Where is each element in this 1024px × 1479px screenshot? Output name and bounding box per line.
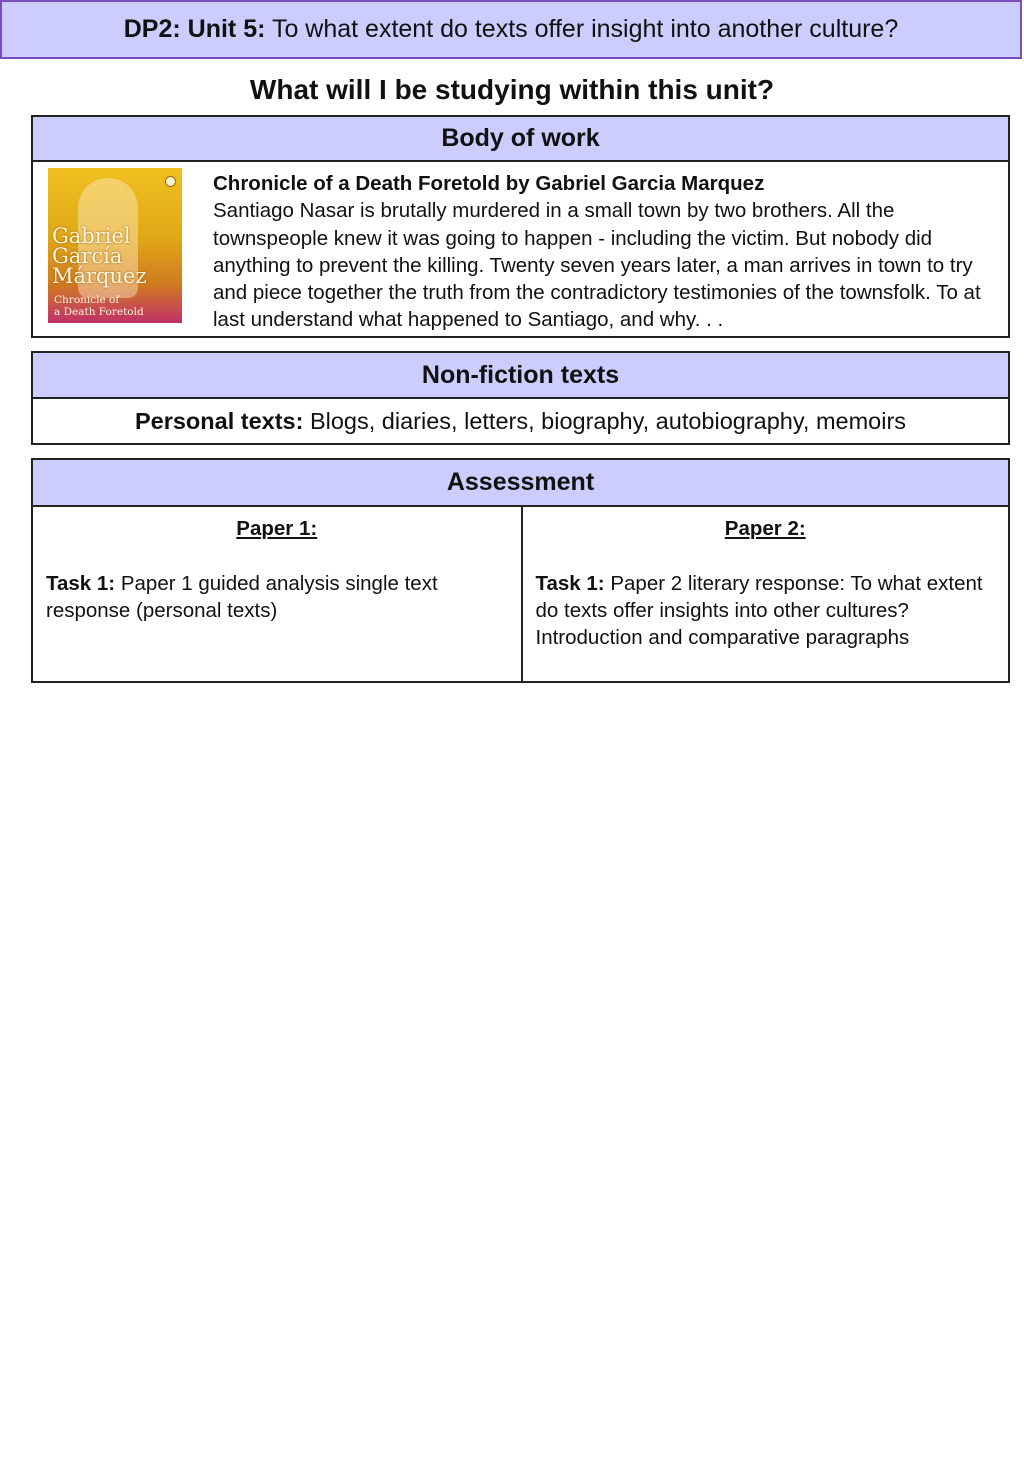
personal-texts-items: Blogs, diaries, letters, biography, autobiography, memoirs — [309, 407, 907, 434]
paper-1-cell — [33, 507, 521, 681]
book-title: Chronicle of a Death Foretold by Gabriel Garcia Marquez — [213, 172, 765, 195]
paper-1-title: Paper 1: — [236, 517, 318, 540]
assessment-row — [33, 507, 1008, 681]
body-of-work-header: Body of work — [33, 117, 1008, 162]
cover-author-text: Gabriel García Márquez — [52, 224, 147, 288]
unit-question: To what extent do texts offer insight into another culture? — [271, 15, 899, 43]
paper-2-task — [536, 570, 996, 652]
assessment-header: Assessment — [33, 460, 1008, 507]
cover-subtitle-text: Chronicle of a Death Foretold — [54, 294, 144, 318]
unit-label: DP2: Unit 5: — [123, 15, 266, 43]
personal-texts-label: Personal texts: — [134, 407, 304, 434]
unit-banner — [0, 0, 1022, 59]
paper-2-title: Paper 2: — [724, 517, 806, 540]
non-fiction-header: Non-fiction texts — [33, 353, 1008, 399]
page-heading: What will I be studying within this unit? — [249, 74, 775, 105]
paper-2-task-label: Task 1: — [535, 571, 605, 595]
book-cover-image — [48, 168, 182, 323]
body-of-work-box — [31, 115, 1010, 338]
paper-1-task-label: Task 1: — [46, 571, 116, 595]
paper-1-task-text: Paper 1 guided analysis single text response (personal texts) — [46, 571, 438, 622]
non-fiction-box — [31, 351, 1010, 445]
assessment-box — [31, 458, 1010, 683]
paper-2-task-text: Paper 2 literary response: To what extent do texts offer insights into other cultures? Introduction and comparative paragraphs — [535, 571, 983, 650]
paper-1-task — [46, 570, 508, 625]
book-row — [33, 162, 1008, 336]
publisher-logo-icon — [165, 176, 176, 187]
paper-2-cell — [521, 507, 1009, 681]
book-description — [213, 170, 1003, 334]
book-synopsis: Santiago Nasar is brutally murdered in a small town by two brothers. All the townspeople knew it was going to happen - including the victim. But nobody did anything to prevent the killing. Twenty seven years later, a man arrives in town to try and piece together the truth from the contradictory testimonies of the townsfolk. To at last understand what happened to Santiago, and why. . . — [213, 199, 981, 332]
non-fiction-row — [33, 399, 1008, 443]
